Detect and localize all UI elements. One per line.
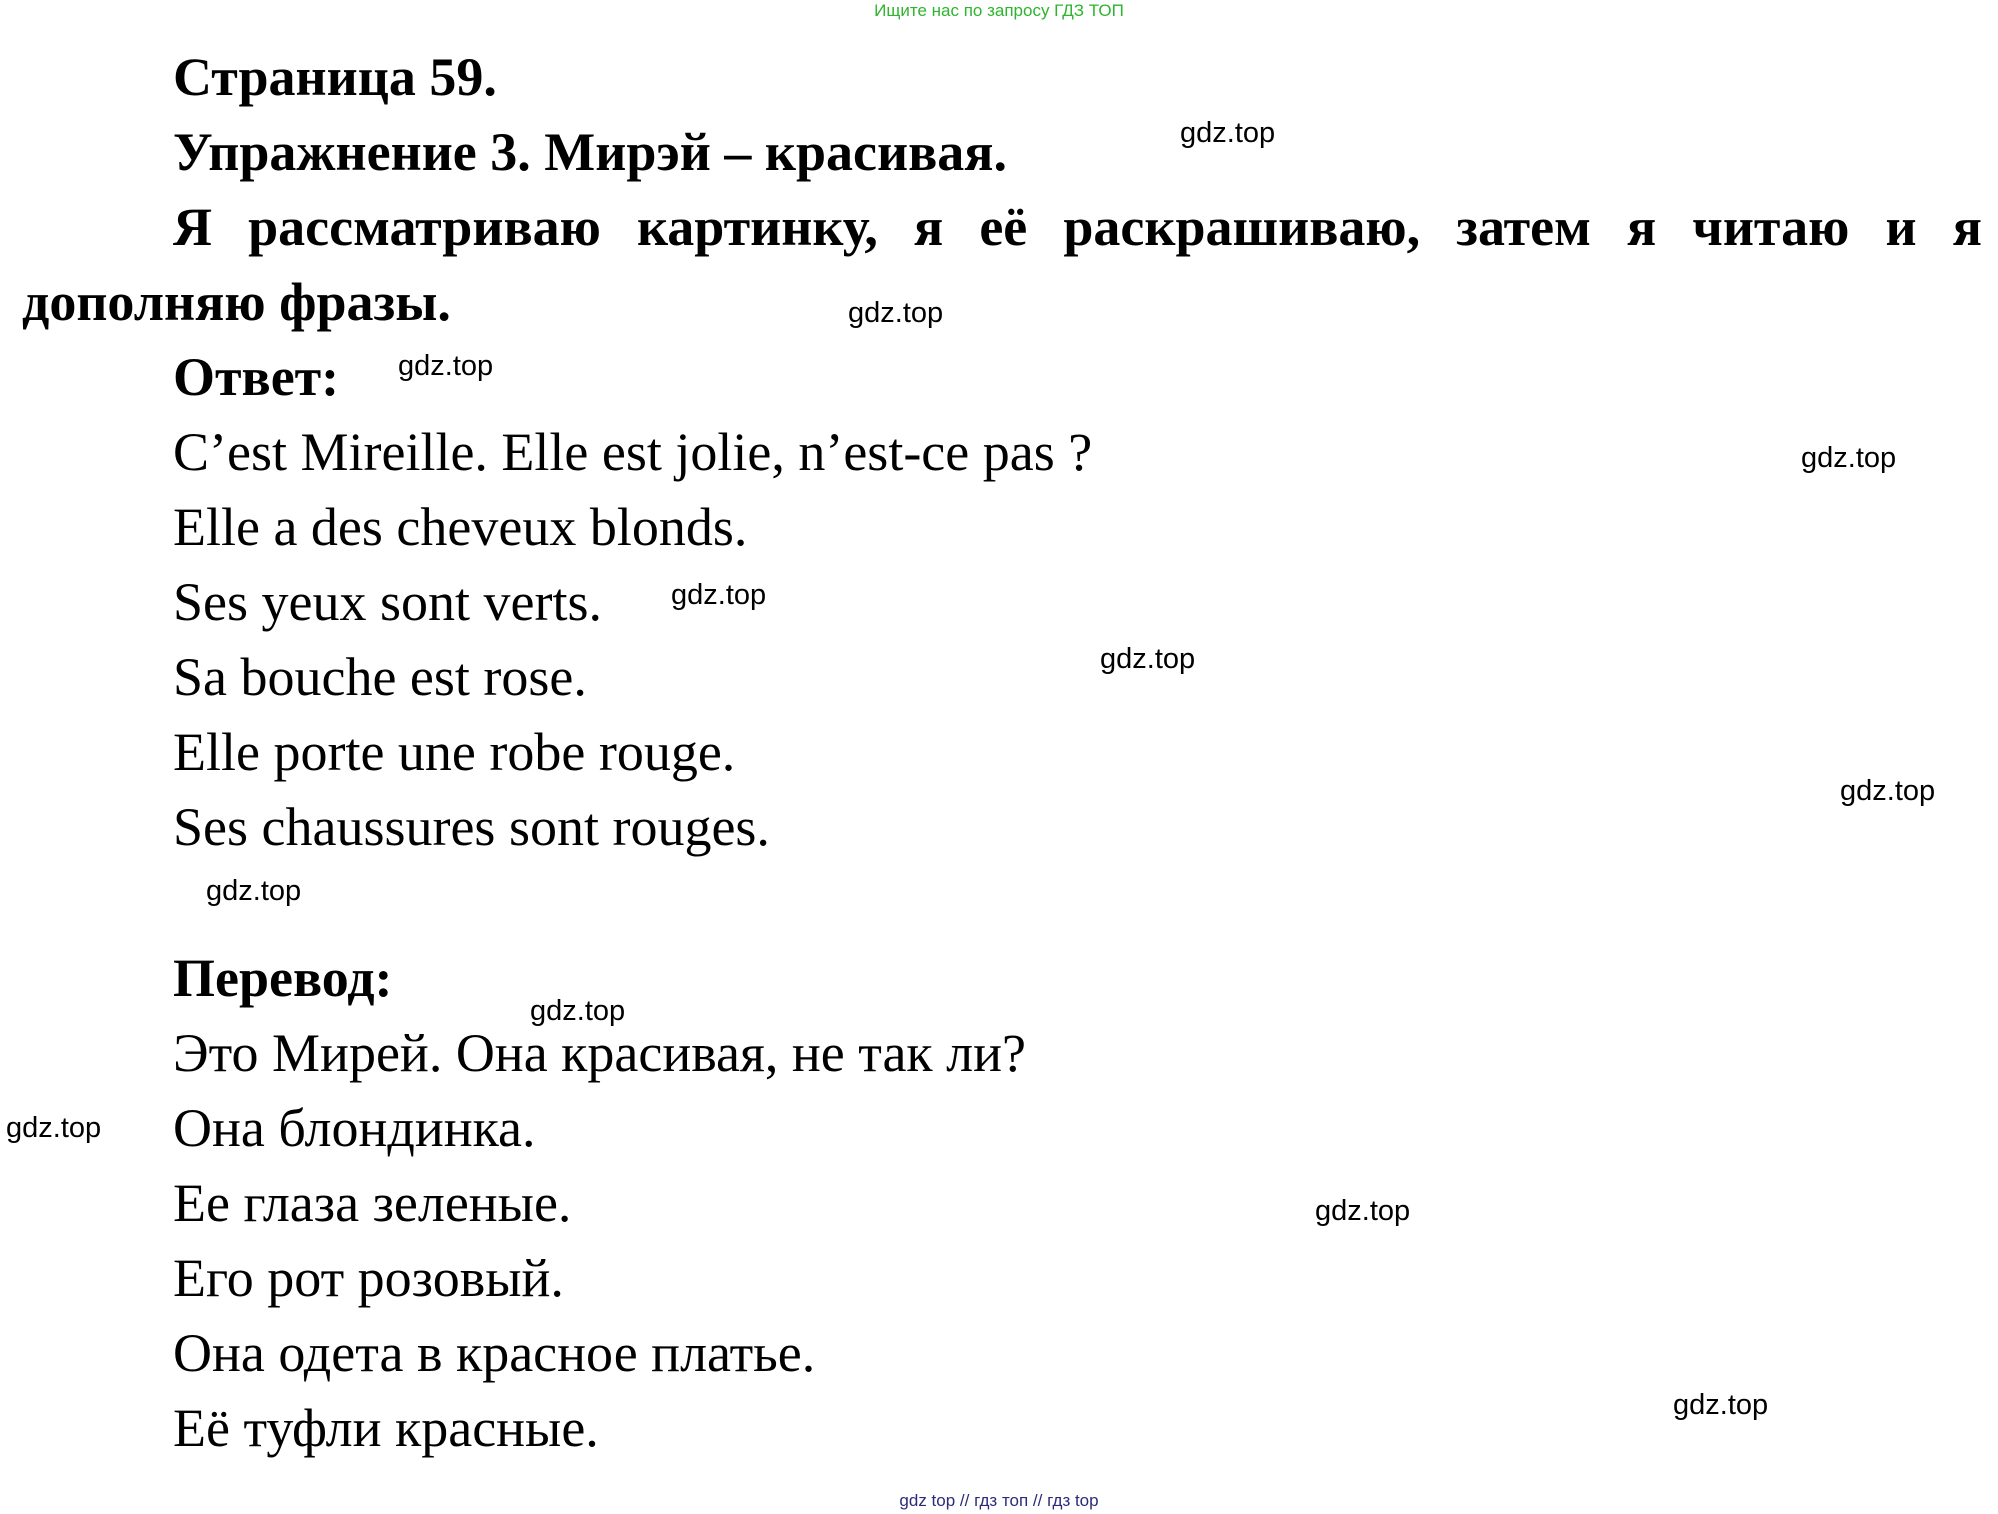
answer-line: Elle a des cheveux blonds. (173, 497, 748, 557)
answer-label: Ответ: (173, 347, 340, 407)
answer-line: Sa bouche est rose. (173, 647, 587, 707)
watermark: gdz.top (206, 875, 302, 907)
watermark: gdz.top (1315, 1195, 1411, 1227)
watermark: gdz.top (6, 1112, 102, 1144)
task-line-1: Я рассматриваю картинку, я её раскрашиваю, затем я читаю и я (173, 197, 1982, 257)
top-banner: Ищите нас по запросу ГДЗ ТОП (874, 1, 1124, 20)
translation-line: Её туфли красные. (173, 1398, 599, 1458)
footer: gdz top // гдз топ // гдз top (899, 1491, 1099, 1510)
exercise-title: Упражнение 3. Мирэй – красивая. (173, 122, 1007, 182)
translation-line: Она одета в красное платье. (173, 1323, 816, 1383)
answer-line: Ses yeux sont verts. (173, 572, 602, 632)
translation-line: Ее глаза зеленые. (173, 1173, 572, 1233)
watermark: gdz.top (1673, 1389, 1769, 1421)
translation-line: Это Мирей. Она красивая, не так ли? (173, 1023, 1026, 1083)
task-line-2: дополняю фразы. (22, 272, 451, 332)
watermark: gdz.top (530, 995, 626, 1027)
answer-line: Elle porte une robe rouge. (173, 722, 736, 782)
watermark: gdz.top (1801, 442, 1897, 474)
watermark: gdz.top (1840, 775, 1936, 807)
watermark: gdz.top (1100, 643, 1196, 675)
translation-line: Его рот розовый. (173, 1248, 564, 1308)
answer-line: Ses chaussures sont rouges. (173, 797, 770, 857)
watermark: gdz.top (1180, 117, 1276, 149)
answer-line: C’est Mireille. Elle est jolie, n’est-ce pas ? (173, 422, 1093, 482)
watermark: gdz.top (671, 579, 767, 611)
translation-label: Перевод: (173, 948, 393, 1008)
watermark: gdz.top (848, 297, 944, 329)
watermark: gdz.top (398, 350, 494, 382)
page-title: Страница 59. (173, 47, 497, 107)
translation-line: Она блондинка. (173, 1098, 536, 1158)
